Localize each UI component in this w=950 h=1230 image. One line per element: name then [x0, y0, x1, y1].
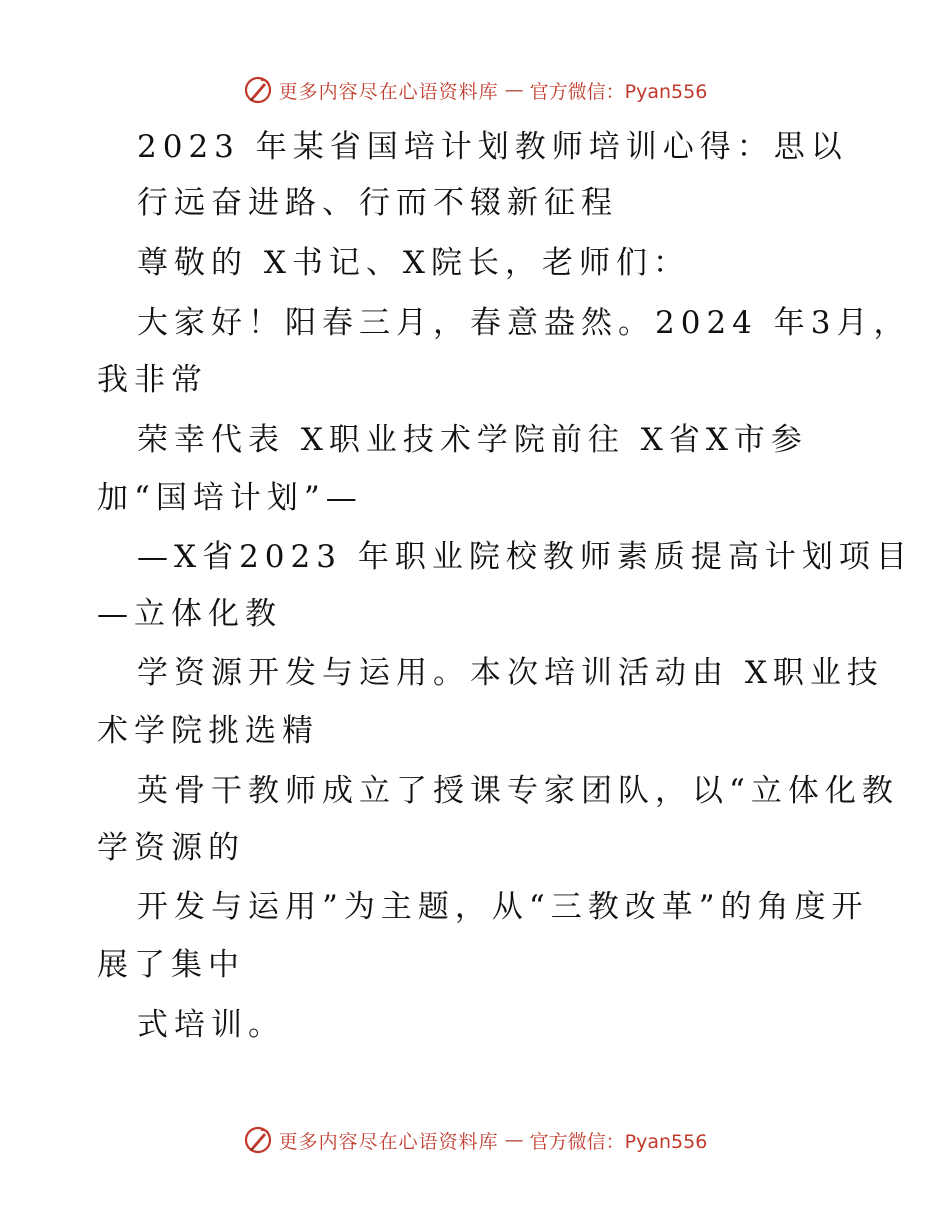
watermark-separator: —	[504, 79, 524, 101]
document-line: 式培训。	[137, 1007, 285, 1043]
watermark-separator: —	[504, 1129, 524, 1151]
quill-pen-logo-icon	[243, 1125, 273, 1155]
document-line: —X省2023 年职业院校教师素质提高计划项目	[137, 539, 913, 575]
document-line: 英骨干教师成立了授课专家团队，以“立体化教	[137, 773, 899, 809]
document-line: 尊敬的 X书记、X院长，老师们：	[137, 245, 690, 281]
document-line: 展了集中	[97, 947, 245, 983]
document-line: 加“国培计划”—	[97, 480, 363, 516]
document-line: 学资源开发与运用。本次培训活动由 X职业技	[137, 655, 884, 691]
document-line: 大家好！阳春三月，春意盎然。2024 年3月，	[137, 305, 911, 341]
document-line: 学资源的	[97, 830, 245, 866]
footer-watermark	[0, 1120, 950, 1160]
document-line: 荣幸代表 X职业技术学院前往 X省X市参	[137, 422, 808, 458]
document-line: 术学院挑选精	[97, 713, 319, 749]
watermark-wechat-text: 官方微信：Pyan556	[529, 80, 708, 103]
document-line: —立体化教	[97, 596, 282, 632]
document-line: 开发与运用”为主题，从“三教改革”的角度开	[137, 889, 869, 925]
watermark-site-text: 更多内容尽在心语资料库	[278, 1130, 499, 1153]
watermark-site-text: 更多内容尽在心语资料库	[278, 80, 499, 103]
document-line: 行远奋进路、行而不辍新征程	[137, 185, 618, 221]
document-line: 我非常	[97, 362, 208, 398]
watermark-wechat-text: 官方微信：Pyan556	[529, 1130, 708, 1153]
document-line: 2023 年某省国培计划教师培训心得：思以	[137, 129, 848, 165]
